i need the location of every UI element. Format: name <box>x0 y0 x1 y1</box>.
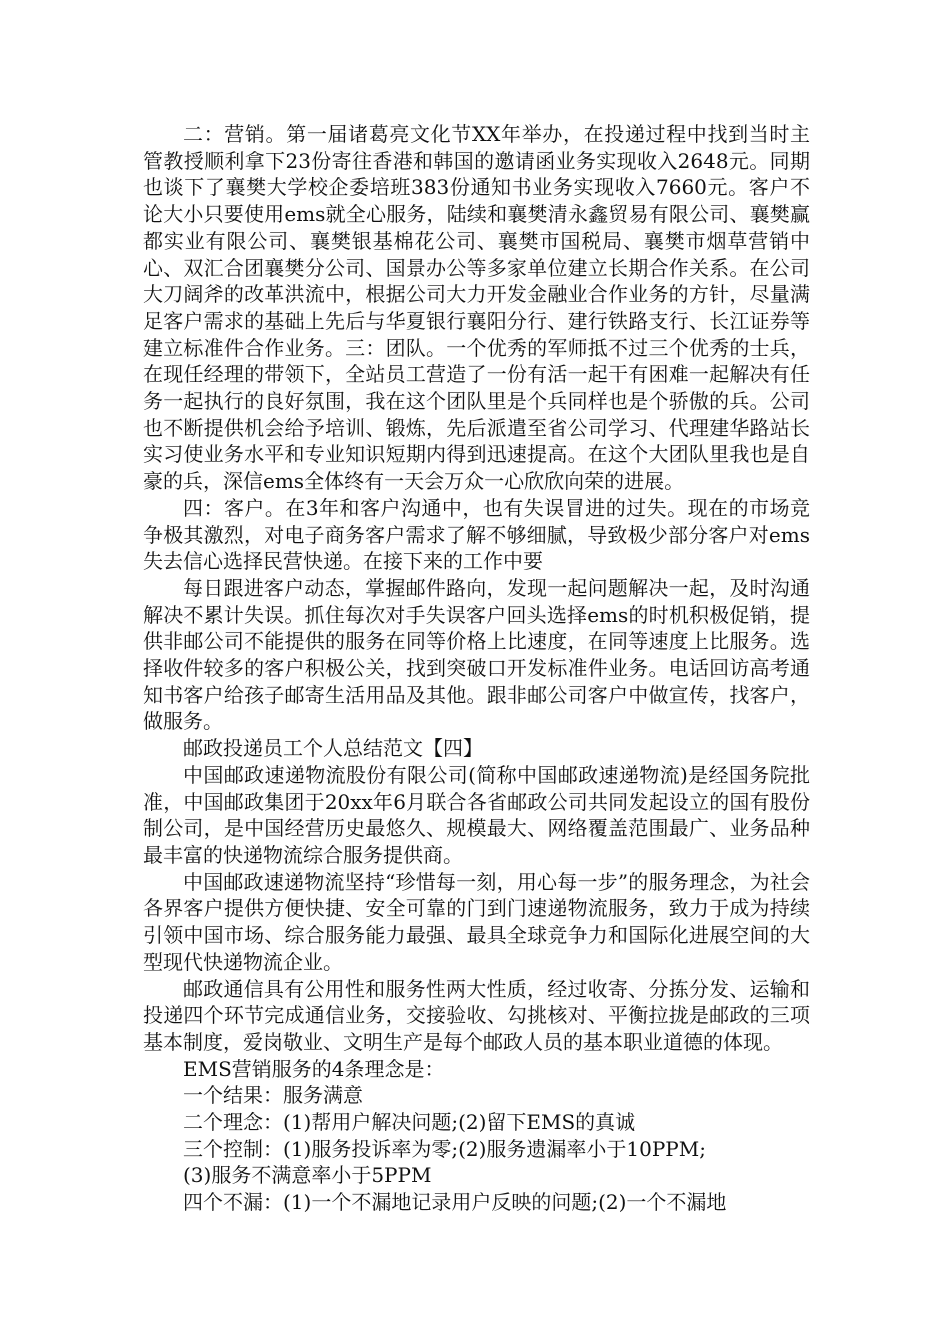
list-item-three-controls: 三个控制：(1)服务投诉率为零;(2)服务遗漏率小于10PPM; <box>183 1136 706 1161</box>
document-body <box>143 121 810 1216</box>
paragraph-marketing-team: 二：营销。第一届诸葛亮文化节XX年举办，在投递过程中找到当时主管教授顺利拿下23份寄往香港和韩国的邀请函业务实现收入2648元。同期也谈下了襄樊大学校企委培班383份通知书业务实现收入7660元。客户不论大小只要使用ems就全心服务，陆续和襄樊清永鑫贸易有限公司、襄樊赢都实业有限公司、襄樊银基棉花公司、襄樊市国税局、襄樊市烟草营销中心、双汇合团襄樊分公司、国景办公等多家单位建立长期合作关系。在公司大刀阔斧的改革洪流中，根据公司大力开发金融业合作业务的方针，尽量满足客户需求的基础上先后与华夏银行襄阳分行、建行铁路支行、长江证券等建立标准件合作业务。三：团队。一个优秀的军师抵不过三个优秀的士兵，在现任经理的带领下，全站员工营造了一份有活一起干有困难一起解决有任务一起执行的良好氛围，我在这个团队里是个兵同样也是个骄傲的兵。公司也不断提供机会给予培训、锻炼，先后派遣至省公司学习、代理建华路站长实习使业务水平和专业知识短期内得到迅速提高。在这个大团队里我也是自豪的兵，深信ems全体终有一天会万众一心欣欣向荣的进展。 <box>143 122 810 494</box>
paragraph-postal-nature: 邮政通信具有公用性和服务性两大性质，经过收寄、分拣分发、运输和投递四个环节完成通信业务，交接验收、勾挑核对、平衡拉拢是邮政的三项基本制度，爱岗敬业、文明生产是每个邮政人员的基本职业道德的体现。 <box>143 976 810 1054</box>
paragraph-company-intro: 中国邮政速递物流股份有限公司(简称中国邮政速递物流)是经国务院批准，中国邮政集团于20xx年6月联合各省邮政公司共同发起设立的国有股份制公司，是中国经营历史最悠久、规模最大、网络覆盖范围最广、业务品种最丰富的快递物流综合服务提供商。 <box>143 762 810 867</box>
list-item-one-result: 一个结果：服务满意 <box>183 1083 363 1108</box>
list-item-three-controls-cont: (3)服务不满意率小于5PPM <box>183 1163 432 1188</box>
section-heading: 邮政投递员工个人总结范文【四】 <box>183 736 483 761</box>
paragraph-customer: 四：客户。在3年和客户沟通中，也有失误冒进的过失。现在的市场竞争极其激烈，对电子商务客户需求了解不够细腻，导致极少部分客户对ems失去信心选择民营快递。在接下来的工作中要 <box>143 495 810 574</box>
list-item-four-no-miss: 四个不漏：(1)一个不漏地记录用户反映的问题;(2)一个不漏地 <box>183 1190 727 1215</box>
paragraph-daily-follow-up: 每日跟进客户动态，掌握邮件路向，发现一起问题解决一起，及时沟通解决不累计失误。抓住每次对手失误客户回头选择ems的时机积极促销，提供非邮公司不能提供的服务在同等价格上比速度，在同等速度上比服务。选择收件较多的客户积极公关，找到突破口开发标准件业务。电话回访高考通知书客户给孩子邮寄生活用品及其他。跟非邮公司客户中做宣传，找客户，做服务。 <box>143 575 810 734</box>
paragraph-ems-principles: EMS营销服务的4条理念是： <box>183 1056 445 1081</box>
paragraph-service-concept: 中国邮政速递物流坚持“珍惜每一刻，用心每一步”的服务理念，为社会各界客户提供方便快捷、安全可靠的门到门速递物流服务，致力于成为持续引领中国市场、综合服务能力最强、最具全球竞争力和国际化进展空间的大型现代快递物流企业。 <box>143 869 810 974</box>
list-item-two-concepts: 二个理念：(1)帮用户解决问题;(2)留下EMS的真诚 <box>183 1110 636 1135</box>
